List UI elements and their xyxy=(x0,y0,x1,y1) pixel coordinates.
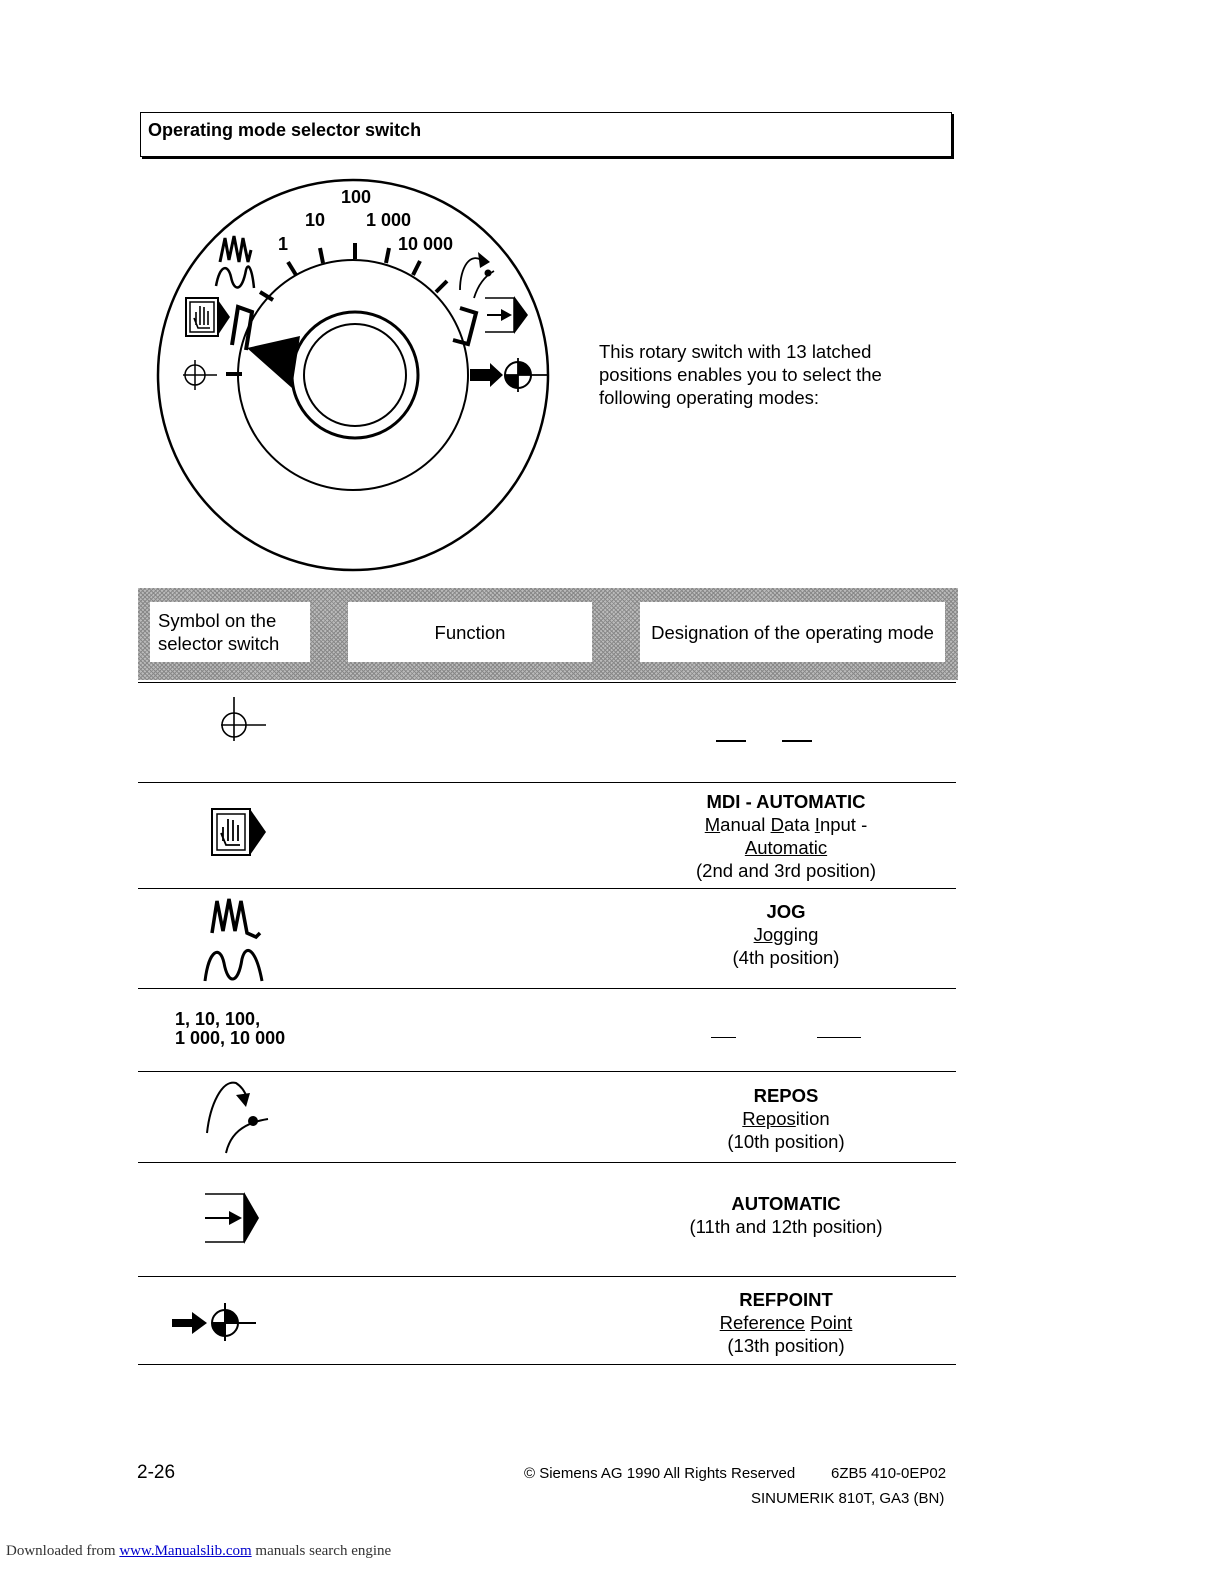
row-divider xyxy=(138,1364,956,1365)
blank-dash xyxy=(716,740,746,742)
mnemonic-letter: M xyxy=(704,814,721,835)
download-suffix: manuals search engine xyxy=(251,1543,392,1559)
mode-text: ging xyxy=(783,924,819,945)
header-function: Function xyxy=(348,602,592,662)
mode-text: ata xyxy=(783,814,815,835)
document-id: 6ZB5 410-0EP02 xyxy=(831,1465,947,1482)
mode-automatic xyxy=(640,1192,932,1238)
mode-text: nput - xyxy=(819,814,868,835)
mnemonic-letter: Jog xyxy=(753,924,784,945)
mode-text: Automatic xyxy=(744,837,828,858)
mode-position: (13th position) xyxy=(727,1335,845,1356)
row-divider xyxy=(138,888,956,889)
row-divider xyxy=(138,682,956,683)
dial-label-10000: 10 000 xyxy=(398,234,454,254)
dial-label-1000: 1 000 xyxy=(366,210,412,230)
mode-repos xyxy=(640,1084,932,1153)
mode-position: (10th position) xyxy=(727,1131,845,1152)
mnemonic-letter: D xyxy=(770,814,784,835)
mode-text: ition xyxy=(795,1108,830,1129)
automatic-icon xyxy=(200,1190,265,1246)
copyright: © Siemens AG 1990 All Rights Reserved xyxy=(524,1465,796,1482)
page-number: 2-26 xyxy=(137,1462,176,1483)
mnemonic-letter: Repos xyxy=(742,1108,796,1129)
crosshair-icon xyxy=(215,695,270,745)
mode-position: (2nd and 3rd position) xyxy=(696,860,876,881)
intro-text: This rotary switch with 13 latched positions enables you to select the following operating modes: xyxy=(599,341,882,408)
mode-name: REPOS xyxy=(753,1085,819,1106)
blank-dash xyxy=(817,1037,861,1038)
mode-name: REFPOINT xyxy=(739,1289,833,1310)
header-designation: Designation of the operating mode xyxy=(640,602,945,662)
table-header xyxy=(138,588,958,680)
mode-position: (4th position) xyxy=(732,947,840,968)
refpoint-icon xyxy=(170,1295,260,1345)
mode-mdi-automatic xyxy=(640,790,932,882)
mnemonic-letter: I xyxy=(814,814,820,835)
blank-dash xyxy=(711,1037,736,1038)
increment-values: 1, 10, 100, 1 000, 10 000 xyxy=(175,1009,286,1048)
row-divider xyxy=(138,1162,956,1163)
repos-icon xyxy=(200,1075,275,1157)
mode-name: JOG xyxy=(766,901,806,922)
dial-label-1: 1 xyxy=(278,234,289,254)
header-symbol: Symbol on the selector switch xyxy=(150,602,310,662)
mode-name: MDI - AUTOMATIC xyxy=(706,791,866,812)
row-divider xyxy=(138,1071,956,1072)
download-note xyxy=(6,1543,391,1560)
section-title: Operating mode selector switch xyxy=(148,120,422,140)
dial-label-10: 10 xyxy=(305,210,326,230)
mode-position: (11th and 12th position) xyxy=(689,1216,883,1237)
mode-name: AUTOMATIC xyxy=(731,1193,841,1214)
row-divider xyxy=(138,782,956,783)
dial-label-100: 100 xyxy=(341,187,372,207)
jog-icon xyxy=(200,893,272,988)
mode-text: Reference xyxy=(719,1312,806,1333)
hand-icon xyxy=(210,805,270,860)
mode-text: anual xyxy=(720,814,771,835)
row-divider xyxy=(138,988,956,989)
selector-switch-dial xyxy=(150,170,570,585)
download-prefix: Downloaded from xyxy=(6,1543,120,1559)
row-divider xyxy=(138,1276,956,1277)
mode-jog xyxy=(640,900,932,969)
blank-dash xyxy=(782,740,812,742)
product-name: SINUMERIK 810T, GA3 (BN) xyxy=(751,1490,945,1507)
mode-refpoint xyxy=(640,1288,932,1357)
mode-text: Point xyxy=(810,1312,853,1333)
manualslib-link[interactable]: www.Manualslib.com xyxy=(119,1543,252,1559)
